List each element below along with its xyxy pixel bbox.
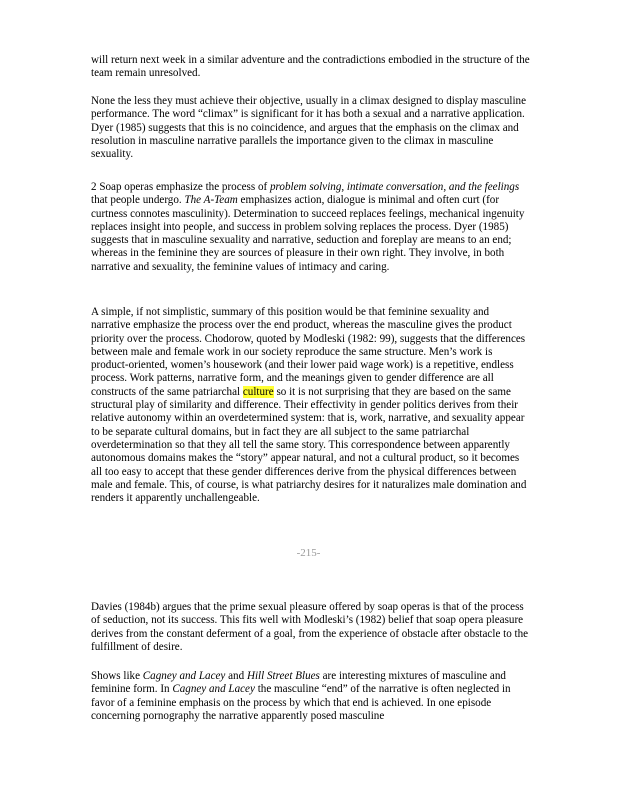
p4-text-a: A simple, if not simplistic, summary of this position would be that feminine sexuality and narrative emphasize the process over the end product, whereas the masculine gives the product priority over the process. Chodorow, quoted by Modleski (1982: 99), suggests that the differences between male and female work in our society reproduce the same structure. Men’s work is product-oriented, women’s housework (and their lower paid wage work) is a repetitive, endless process. Work patterns, narrative form, and the meanings given to gender difference are all constructs of the same patriarchal (91, 306, 526, 398)
p3-text-e: emphasizes action, dialogue is minimal and often curt (for curtness connotes masculinity). Determination to succeed replaces feelings, mechanical ingenuity replaces insight into people, and success in problem solving replaces the process. Dyer (1985) suggests that in masculine sexuality and narrative, seduction and foreplay are means to an end; whereas in the feminine they are sources of pleasure in their own right. They involve, in both narrative and sexuality, the feminine values of intimacy and caring. (91, 194, 525, 273)
paragraph-3 (91, 181, 531, 274)
p6-text-g: the masculine “end” of the narrative is often neglected in favor of a feminine emphasis on the process by which that end is achieved. In one episode concerning pornography the narrative apparently posed masculine (91, 683, 511, 722)
p6-show-title-2: Hill Street Blues (246, 670, 320, 682)
p6-text-e: are interesting mixtures of masculine and feminine form. In (91, 670, 506, 696)
p6-text-c: and (225, 670, 247, 682)
paragraph-1: will return next week in a similar adventure and the contradictions embodied in the structure of the team remain unresolved. (91, 54, 530, 80)
p6-text-a: Shows like (91, 670, 143, 682)
p3-text-c: that people undergo. (91, 194, 185, 207)
p6-show-title-3: Cagney and Lacey (172, 683, 255, 696)
p6-show-title-1: Cagney and Lacey (142, 670, 226, 682)
paragraph-4 (91, 306, 531, 505)
p3-text-a: 2 Soap operas emphasize the process of (91, 181, 270, 193)
p4-text-b: so it is not surprising that they are based on the same structural play of similarity and difference. Their effectivity in gender politics derives from their relative autonomy within an overdetermined system: that is, work, narrative, and sexuality appear to be separate cultural domains, but in fact they are all subject to the same patriarchal overdetermination so that they all tell the same story. This correspondence between apparently autonomous domains makes the “story” appear natural, and not a cultural product, so it becomes all too easy to accept that these gender differences derive from the physical differences between male and female. This, of course, is what patriarchy desires for it naturalizes male domination and renders it apparently unchallengeable. (91, 385, 527, 505)
p3-show-title: The A-Team (184, 194, 238, 207)
highlighted-word: culture (242, 385, 274, 398)
paragraph-2: None the less they must achieve their objective, usually in a climax designed to display masculine performance. The word “climax” is significant for it has both a sexual and a narrative application. Dyer (1985) suggests that this is no coincidence, and argues that the emphasis on the climax and resolution in masculine narrative parallels the importance given to the climax in masculine sexuality. (91, 95, 527, 161)
paragraph-5: Davies (1984b) argues that the prime sexual pleasure offered by soap operas is that of the process of seduction, not its success. This fits well with Modleski’s (1982) belief that soap opera pleasure derives from the constant deferment of a goal, from the experience of obstacle after obstacle to the fulfillment of desire. (91, 601, 529, 653)
paragraph-6 (91, 670, 531, 723)
page-number: -215- (296, 547, 321, 559)
p3-italic-phrase: problem solving, intimate conversation, and the feelings (269, 181, 520, 193)
